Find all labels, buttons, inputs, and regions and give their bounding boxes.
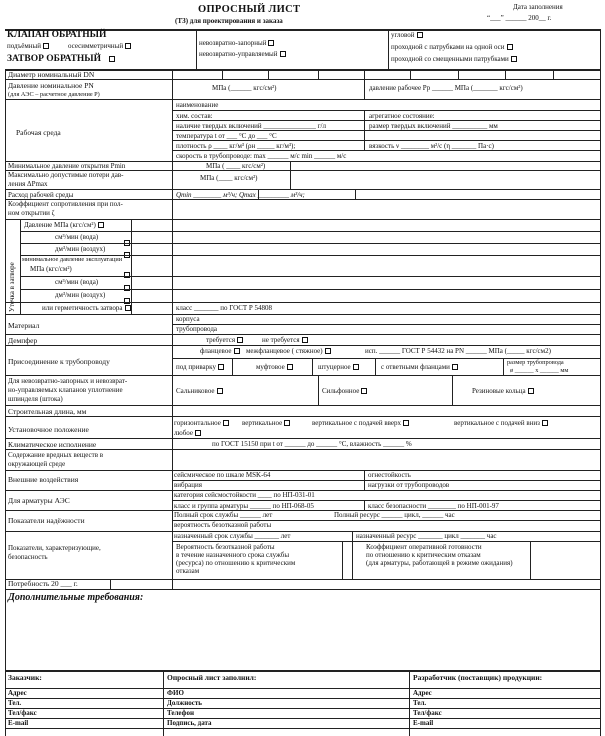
check-valve-title: КЛАПАН ОБРАТНЫЙ	[7, 30, 107, 40]
damper-not-required-option[interactable]: не требуется	[262, 337, 308, 344]
full-life-field[interactable]: Полный срок службы ______ лет	[174, 511, 273, 519]
speed-field[interactable]: скорость в трубопроводе: max ______ м/с min ______ м/с	[176, 152, 347, 160]
assigned-life-field[interactable]: назначенный срок службы _______ лет	[174, 532, 291, 540]
pipeline-material-field[interactable]: трубопровода	[176, 325, 217, 333]
fire-field[interactable]: огнестойкость	[368, 471, 411, 479]
medium-label: Рабочая среда	[16, 128, 61, 137]
seismic-field[interactable]: сейсмическое по шкале MSK-64	[174, 471, 271, 479]
pipe-loads-field[interactable]: нагрузки от трубопроводов	[368, 481, 450, 489]
min-open-label: Минимальное давление открытия Pmin	[8, 162, 126, 170]
flow-label: Расход рабочей среды	[8, 191, 74, 199]
developer-email[interactable]: E-mail	[413, 719, 434, 727]
with-flanges-option[interactable]: с ответными фланцами	[381, 364, 458, 371]
external-label: Внешние воздействия	[8, 475, 79, 484]
leak-min-label-1: минимальное давление эксплуатации	[22, 256, 123, 263]
leak-side-label: Утечка в затворе	[8, 262, 16, 312]
filler-sign-date[interactable]: Подпись, дата	[167, 719, 212, 727]
pipe-size-field[interactable]: ø ______ х ______ мм	[510, 367, 569, 374]
vibration-field[interactable]: вибрация	[174, 481, 202, 489]
horizontal-checkbox[interactable]	[223, 420, 229, 426]
pin-option[interactable]: штуцерное	[318, 364, 359, 371]
leak-dm-air-label: дм³/мин (воздух)	[55, 245, 106, 253]
nonreturn-controlled-option[interactable]: невозвратно-управляемый	[199, 51, 286, 58]
tightness-label: или герметичность затвора	[42, 305, 131, 312]
developer-tel[interactable]: Тел.	[413, 699, 427, 707]
dn-label: Диаметр номинальный DN	[8, 70, 95, 79]
nonreturn-shutoff-option[interactable]: невозвратно-запорный	[199, 40, 274, 47]
pipe-size-label: размер трубопровода	[507, 359, 564, 366]
welded-option[interactable]: под приварку	[176, 364, 224, 371]
viscosity-field[interactable]: вязкость ν ________ м²/с (η _______ Па·с)	[369, 142, 494, 150]
leak-pressure-checkbox[interactable]	[98, 222, 104, 228]
fill-date-value[interactable]: “___” ______ 200__ г.	[487, 14, 552, 22]
pn-note: (для АЭС – расчетное давление P)	[8, 91, 100, 98]
angle-checkbox[interactable]	[417, 32, 423, 38]
through-offset-option[interactable]: проходной со смещенными патрубками	[391, 56, 517, 63]
climate-label: Климатическое исполнение	[8, 440, 97, 449]
interflange-checkbox[interactable]	[325, 348, 331, 354]
pn-unit-field[interactable]: МПа (______ кгс/см²)	[212, 84, 277, 92]
connection-label: Присоединение к трубопроводу	[8, 357, 110, 366]
rubber-checkbox[interactable]	[528, 388, 534, 394]
damper-required-checkbox[interactable]	[237, 337, 243, 343]
body-material-field[interactable]: корпуса	[176, 315, 200, 323]
gland-option[interactable]: Сальниковое	[176, 388, 223, 395]
customer-label: Заказчик:	[8, 673, 42, 682]
solids-field[interactable]: наличие твердых включений _______________ г/л	[176, 122, 326, 130]
bellows-option[interactable]: Сильфонное	[322, 388, 367, 395]
damper-label: Демпфер	[8, 336, 38, 345]
customer-address[interactable]: Адрес	[8, 689, 27, 697]
resist-label-1: Коэффициент сопротивления при пол-	[8, 200, 123, 208]
tightness-checkbox[interactable]	[125, 305, 131, 311]
check-gate-option[interactable]: ЗАТВОР ОБРАТНЫЙ	[7, 55, 115, 65]
filled-by-label: Опросный лист заполнил:	[167, 673, 257, 682]
leak-cm-water-label: см³/мин (вода)	[55, 233, 99, 241]
leak-dm-air2-label: дм³/мин (воздух)	[55, 291, 106, 299]
work-pressure-field[interactable]: давление рабочее Pp ______ МПа (_______ кгс/см²)	[369, 84, 523, 92]
customer-email[interactable]: E-mail	[8, 719, 29, 727]
form-subtitle: (ТЗ) для проектирования и заказа	[175, 17, 283, 25]
safety-class-field[interactable]: класс безопасности ________ по НП-001-97	[368, 502, 499, 510]
class-gost-field[interactable]: класс _______ по ГОСТ Р 54808	[176, 304, 273, 312]
any-checkbox[interactable]	[195, 430, 201, 436]
filler-fio[interactable]: ФИО	[167, 689, 184, 697]
gland-checkbox[interactable]	[217, 388, 223, 394]
chem-field[interactable]: хим. состав:	[176, 112, 213, 120]
max-loss-label-1: Максимально допустимые потери дав-	[8, 171, 124, 179]
readiness-2: по отношению к критическим отказам	[366, 551, 481, 559]
nonreturn-controlled-checkbox[interactable]	[280, 51, 286, 57]
developer-address[interactable]: Адрес	[413, 689, 432, 697]
temp-field[interactable]: температура t от ___ °С до ___ °С	[176, 132, 277, 140]
prob-fail-2: в течение назначенного срока службы	[176, 551, 290, 559]
pin-checkbox[interactable]	[353, 364, 359, 370]
axisym-checkbox[interactable]	[125, 43, 131, 49]
filler-position[interactable]: Должность	[167, 699, 203, 707]
welded-checkbox[interactable]	[218, 364, 224, 370]
seal-label-3: шпинделя (штока)	[8, 395, 63, 403]
flow-field[interactable]: Qmin ________ м³/ч; Qmax _________ м³/ч;	[176, 191, 305, 199]
pn-label: Давление номинальное PN	[8, 81, 94, 90]
horizontal-option[interactable]: горизонтальное	[174, 420, 229, 427]
max-loss-field[interactable]: МПа (____ кгс/см²)	[200, 174, 258, 182]
climate-field[interactable]: по ГОСТ 15150 при t от ______ до ______ °С, влажность ______ %	[212, 440, 412, 448]
full-resource-field[interactable]: Полный ресурс ______ цикл, ______ час	[334, 511, 455, 519]
customer-tel[interactable]: Тел.	[8, 699, 22, 707]
prob-fail-1: Вероятность безотказной работы	[176, 543, 275, 551]
vert-down-option[interactable]: вертикальное с подачей вниз	[454, 420, 548, 427]
filler-phone[interactable]: Телефон	[167, 709, 195, 717]
prob-fail-4: отказам	[176, 567, 200, 575]
with-flanges-checkbox[interactable]	[452, 364, 458, 370]
coupling-checkbox[interactable]	[287, 364, 293, 370]
damper-required-option[interactable]: требуется	[206, 337, 243, 344]
vert-up-option[interactable]: вертикальное с подачей вверх	[312, 420, 409, 427]
rubber-option[interactable]: Резиновые кольца	[472, 388, 534, 395]
safety-label-1: Показатели, характеризующие,	[8, 544, 101, 552]
through-one-axis-checkbox[interactable]	[507, 44, 513, 50]
solids-size-field[interactable]: размер твердых включений __________ мм	[369, 122, 498, 130]
assigned-resource-field[interactable]: назначенный ресурс _______ цикл _______ час	[356, 532, 497, 540]
customer-telfax[interactable]: Тел/факс	[8, 709, 37, 717]
nps-label: Для арматуры АЭС	[8, 496, 70, 505]
resist-label-2: ном открытии ζ	[8, 209, 55, 217]
vert-down-checkbox[interactable]	[542, 420, 548, 426]
density-field[interactable]: плотность ρ ____ кг/м³ (ρн _____ кг/м³);	[176, 142, 296, 150]
prob-fail-3: (ресурса) по отношению к критическим	[176, 559, 296, 567]
damper-not-required-checkbox[interactable]	[302, 337, 308, 343]
any-option[interactable]: любое	[174, 430, 201, 437]
vertical-checkbox[interactable]	[284, 420, 290, 426]
reliability-label: Показатели надёжности	[8, 516, 85, 525]
leak-cm-water2-label: см³/мин (вода)	[55, 278, 99, 286]
isp-field[interactable]: исп. ______ ГОСТ Р 54432 на PN ______ МПа (_____ кгс/см2)	[365, 347, 551, 355]
seal-label-2: но-управляемых клапанов уплотнение	[8, 386, 123, 394]
developer-telfax[interactable]: Тел/факс	[413, 709, 442, 717]
aggregate-field[interactable]: агрегатное состояние:	[369, 112, 435, 120]
seal-label-1: Для невозвратно-запорных и невозврат-	[8, 377, 128, 385]
readiness-3: (для арматуры, работающей в режиме ожидания)	[366, 559, 513, 567]
extra-requirements-area[interactable]	[8, 606, 596, 668]
lift-checkbox[interactable]	[43, 43, 49, 49]
vertical-option[interactable]: вертикальное	[242, 420, 290, 427]
axisym-option[interactable]: осесимметричный	[68, 43, 131, 50]
harmful-label-1: Содержание вредных веществ в	[8, 451, 104, 459]
flanged-checkbox[interactable]	[234, 348, 240, 354]
check-gate-checkbox[interactable]	[109, 56, 115, 62]
developer-label: Разработчик (поставщик) продукции:	[413, 673, 543, 682]
min-open-field[interactable]: МПа ( ____ кгс/см²)	[206, 162, 266, 170]
angle-option[interactable]: угловой	[391, 32, 423, 39]
demand-field[interactable]: Потребность 20 ___ г.	[8, 579, 78, 588]
leak-min-label-2: МПа (кгс/см²)	[30, 265, 72, 273]
harmful-label-2: окружающей среде	[8, 460, 66, 468]
through-offset-checkbox[interactable]	[511, 56, 517, 62]
safety-label-2: безопасность	[8, 553, 48, 561]
lift-option[interactable]: подъёмный	[7, 43, 49, 50]
interflange-option[interactable]: межфланцевое ( стяжное)	[246, 348, 331, 355]
flanged-option[interactable]: фланцевое	[200, 348, 240, 355]
medium-name-field[interactable]: наименование	[176, 101, 219, 109]
material-label: Материал	[8, 321, 40, 330]
install-label: Установочное положение	[8, 425, 89, 434]
probability-field[interactable]: вероятность безотказной работы	[174, 521, 272, 529]
fill-date-label: Дата заполнения	[513, 3, 563, 11]
vert-up-checkbox[interactable]	[403, 420, 409, 426]
bellows-checkbox[interactable]	[361, 388, 367, 394]
extra-requirements-title: Дополнительные требования:	[8, 592, 144, 603]
readiness-1: Коэффициент оперативной готовности	[366, 543, 482, 551]
max-loss-label-2: ления ΔPmax	[8, 180, 48, 188]
leak-pressure-label: Давление МПа (кгс/см²)	[24, 222, 104, 229]
build-length-label: Строительная длина, мм	[8, 407, 87, 416]
form-title: ОПРОСНЫЙ ЛИСТ	[198, 4, 301, 15]
class-group-field[interactable]: класс и группа арматуры ______ по НП-068-05	[174, 502, 314, 510]
leak-dm-air-checkbox[interactable]	[122, 245, 130, 261]
through-one-axis-option[interactable]: проходной с патрубками на одной оси	[391, 44, 513, 51]
nonreturn-shutoff-checkbox[interactable]	[268, 40, 274, 46]
seismic-cat-field[interactable]: категория сейсмостойкости ____ по НП-031-01	[174, 491, 315, 499]
coupling-option[interactable]: муфтовое	[256, 364, 293, 371]
